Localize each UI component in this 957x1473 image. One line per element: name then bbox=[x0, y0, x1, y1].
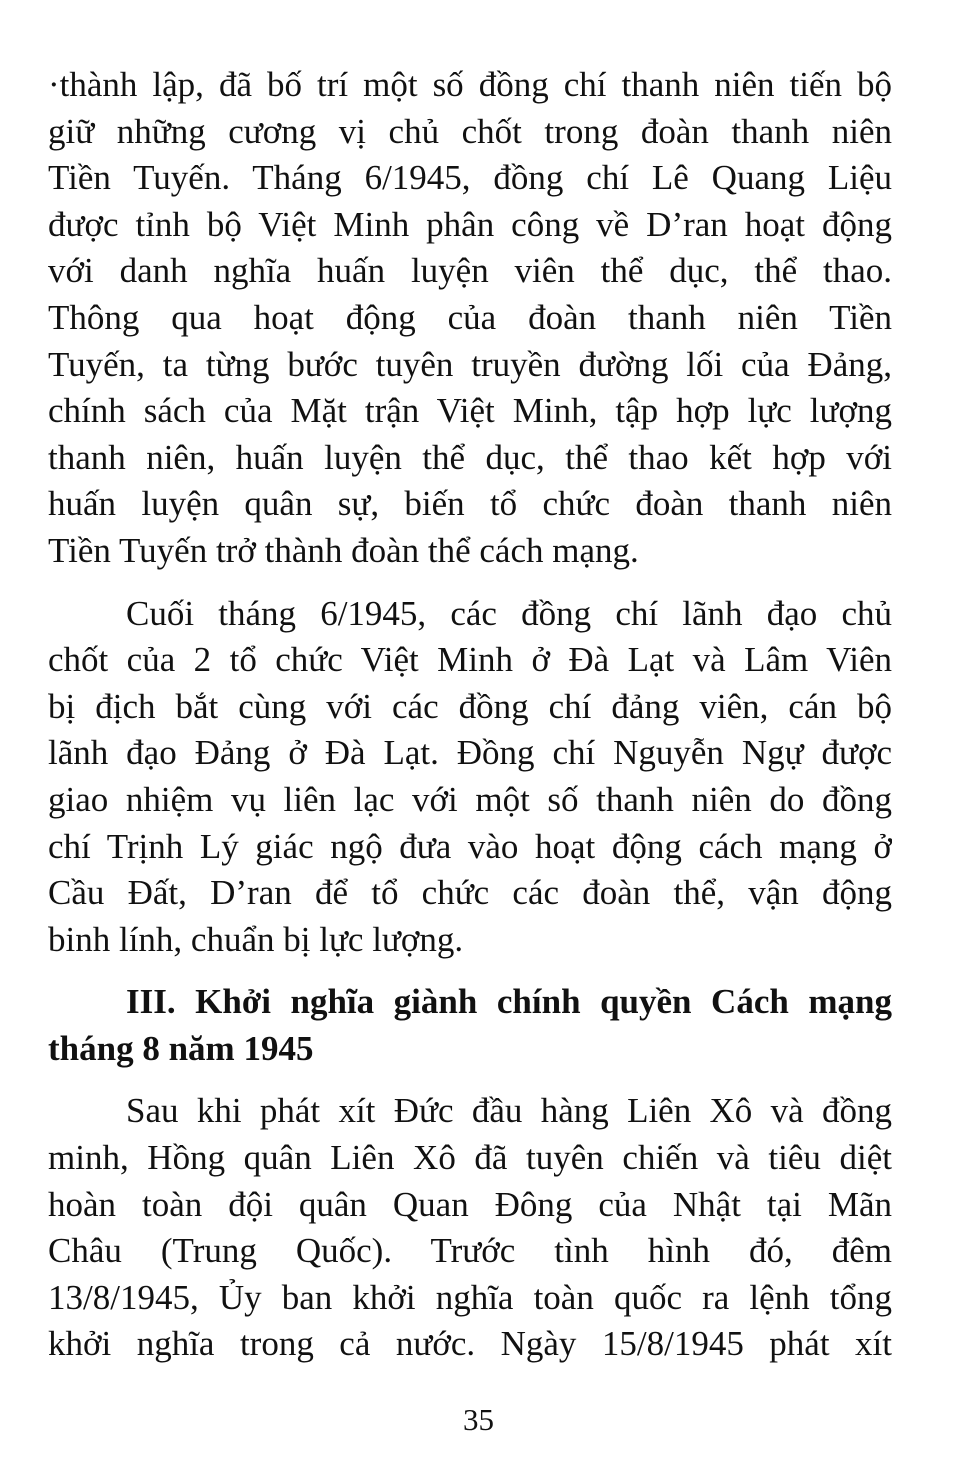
page-body bbox=[48, 62, 892, 1368]
text-line: giao nhiệm vụ liên lạc với một số thanh niên do đồng bbox=[48, 779, 892, 819]
text-line: Cuối tháng 6/1945, các đồng chí lãnh đạo chủ bbox=[126, 593, 892, 633]
text-line: ·thành lập, đã bố trí một số đồng chí thanh niên tiến bộ bbox=[48, 65, 892, 104]
text-line: Tiền Tuyến trở thành đoàn thể cách mạng. bbox=[48, 530, 639, 570]
text-line: Tuyến, ta từng bước tuyên truyền đường lối của Đảng, bbox=[48, 344, 892, 384]
heading-line: III. Khởi nghĩa giành chính quyền Cách mạng bbox=[126, 982, 892, 1022]
text-line: chí Trịnh Lý giác ngộ đưa vào hoạt động cách mạng ở bbox=[48, 826, 892, 866]
heading-line: tháng 8 năm 1945 bbox=[48, 1028, 314, 1068]
text-line: hoàn toàn đội quân Quan Đông của Nhật tại Mãn bbox=[48, 1184, 892, 1224]
text-line: được tỉnh bộ Việt Minh phân công về D’ran hoạt động bbox=[48, 204, 892, 244]
text-line: với danh nghĩa huấn luyện viên thể dục, thể thao. bbox=[48, 251, 892, 291]
text-line: bị địch bắt cùng với các đồng chí đảng viên, cán bộ bbox=[48, 686, 892, 726]
text-line: khởi nghĩa trong cả nước. Ngày 15/8/1945 phát xít bbox=[48, 1324, 892, 1364]
text-line: 13/8/1945, Ủy ban khởi nghĩa toàn quốc ra lệnh tổng bbox=[48, 1277, 892, 1317]
text-line: giữ những cương vị chủ chốt trong đoàn thanh niên bbox=[48, 111, 892, 151]
section-heading bbox=[48, 979, 892, 1072]
paragraph-youth-union bbox=[48, 62, 892, 575]
text-line: Cầu Đất, D’ran để tổ chức các đoàn thể, vận động bbox=[48, 873, 892, 913]
text-line: Châu (Trung Quốc). Trước tình hình đó, đêm bbox=[48, 1231, 892, 1271]
paragraph-uprising bbox=[48, 1088, 892, 1368]
text-line: binh lính, chuẩn bị lực lượng. bbox=[48, 919, 464, 959]
text-line: chính sách của Mặt trận Việt Minh, tập hợp lực lượng bbox=[48, 391, 892, 431]
text-line: minh, Hồng quân Liên Xô đã tuyên chiến và tiêu diệt bbox=[48, 1138, 892, 1178]
text-line: chốt của 2 tổ chức Việt Minh ở Đà Lạt và Lâm Viên bbox=[48, 640, 892, 680]
paragraph-arrests bbox=[48, 591, 892, 964]
text-line: thanh niên, huấn luyện thể dục, thể thao kết hợp với bbox=[48, 437, 892, 477]
text-line: lãnh đạo Đảng ở Đà Lạt. Đồng chí Nguyễn Ngự được bbox=[48, 733, 892, 773]
text-line: Tiền Tuyến. Tháng 6/1945, đồng chí Lê Quang Liệu bbox=[48, 158, 892, 198]
text-line: Thông qua hoạt động của đoàn thanh niên Tiền bbox=[48, 297, 892, 337]
page-number: 35 bbox=[463, 1402, 494, 1437]
text-line: huấn luyện quân sự, biến tổ chức đoàn thanh niên bbox=[48, 484, 892, 524]
text-line: Sau khi phát xít Đức đầu hàng Liên Xô và đồng bbox=[126, 1091, 892, 1131]
